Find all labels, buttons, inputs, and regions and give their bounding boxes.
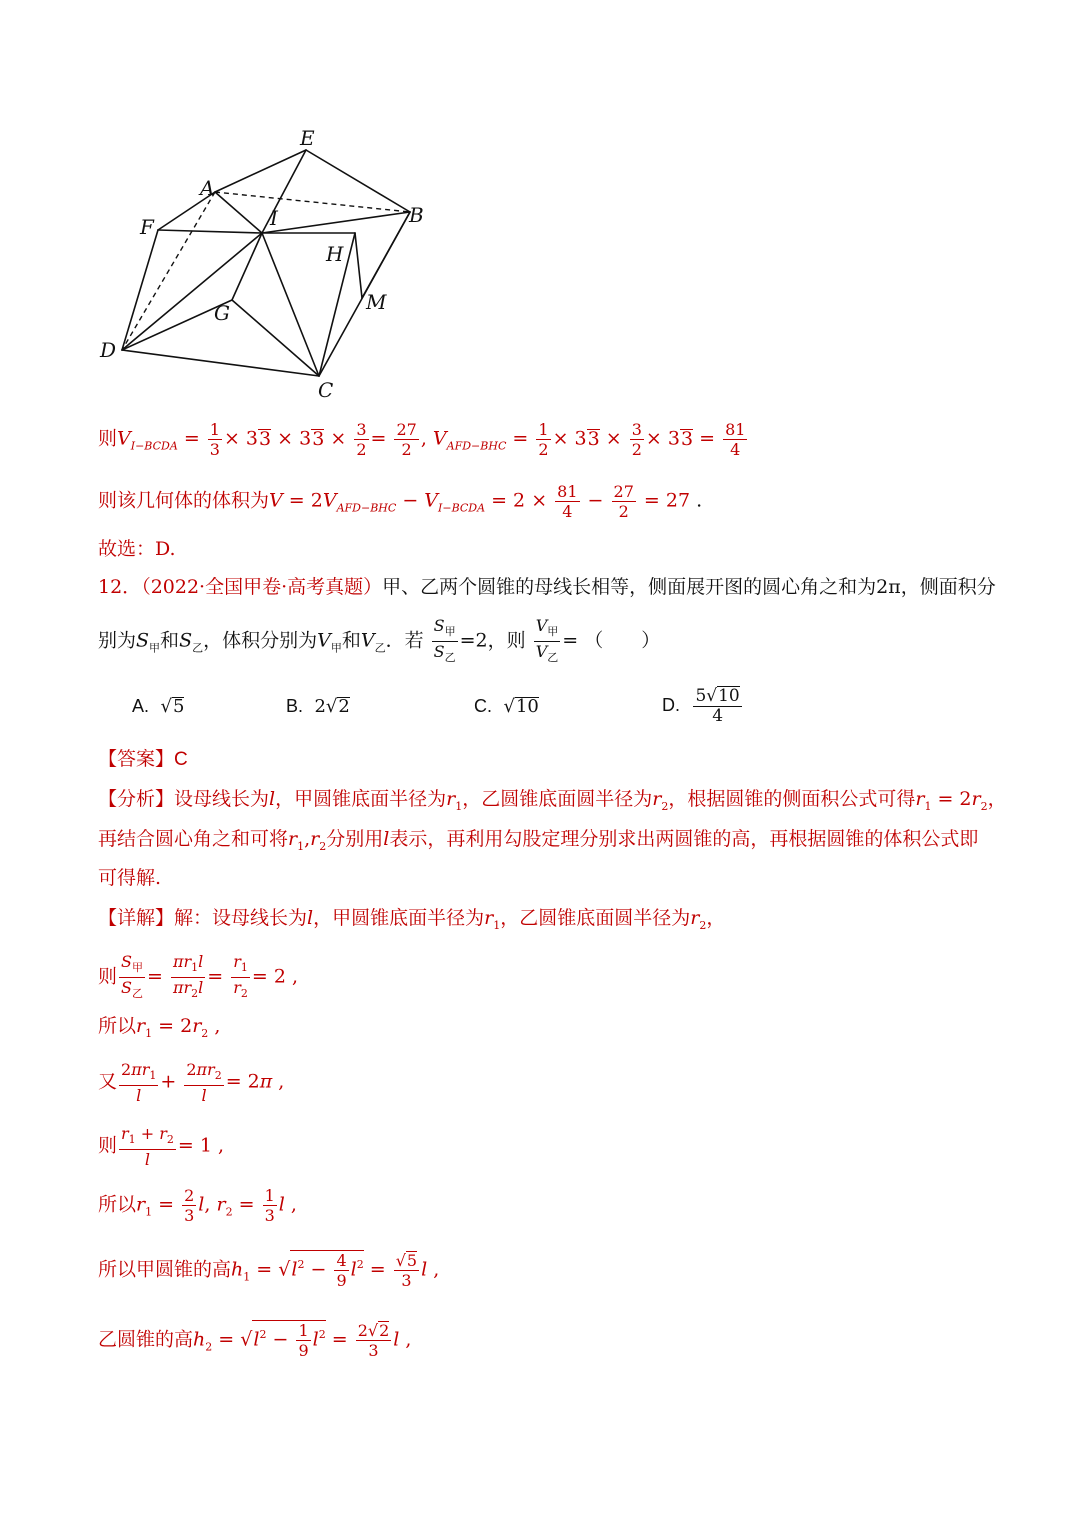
option-c[interactable]: C. √10 <box>474 696 539 717</box>
detail-step-6: 所以甲圆锥的高$h_1 = √l^2$ − $\frac{4}{9}$ $l^2$ = $\frac{√5}{3}$ l , <box>98 1251 440 1290</box>
vertex-label-b: B <box>409 203 424 227</box>
detail-step-7: 乙圆锥的高$h_2 = √l^2$ − $\frac{1}{9}$ $l^2$ = $\frac{2√2}{3}$ l , <box>98 1321 412 1360</box>
vertex-label-i: I <box>270 206 278 230</box>
vertex-label-d: D <box>100 338 117 362</box>
analysis-line-2: 再结合圆心角之和可将$r_1,r_2$分别用l表示，再利用勾股定理分别求出两圆锥的高，再根据圆锥的体积公式即 <box>98 828 979 853</box>
analysis-line-1: 【分析】设母线长为l，甲圆锥底面半径为$r_1$，乙圆锥底面圆半径为$r_2$，根据圆锥的侧面积公式可得$r_1 = 2r_2$， <box>98 788 1007 813</box>
detail-step-5: 所以$r_1$ = $\frac{2}{3}$ l, $r_2$ = $\frac{1}{3}$ l , <box>98 1186 297 1225</box>
vertex-label-g: G <box>214 301 230 325</box>
option-a[interactable]: A. √5 <box>132 696 185 717</box>
question-line-1: 12．（2022·全国甲卷·高考真题）甲、乙两个圆锥的母线长相等，侧面展开图的圆心角之和为2π，侧面积分 <box>98 576 996 598</box>
detail-step-2: 所以$r_1 = 2r_2$ , <box>98 1015 221 1040</box>
total-volume-line: 则该几何体的体积为$V = 2V_{AFD-BHC} - V_{I-BCDA} = 2$ × $\frac{81}{4}$ − $\frac{27}{2}$ = 27 . <box>98 482 703 521</box>
volume-formula-line: 则$V_{I-BCDA}$ = $\frac{1}{3}$ × 33 × 33 × $\frac{3}{2}$ = $\frac{27}{2}$ , $V_{AFD-BHC}$ = $\frac{1}{2}$ × 33 × $\frac{3}{2}$ × 33 = $\frac{81}{4}$ <box>98 420 746 459</box>
detail-intro: 【详解】解：设母线长为l，甲圆锥底面半径为$r_1$，乙圆锥底面圆半径为$r_2$， <box>98 907 726 932</box>
option-d[interactable]: D. $\frac{5√10}{4}$ <box>662 686 740 726</box>
detail-step-4: 则 $\frac{r_1 + r_2}{l}$ = 1 , <box>98 1124 225 1170</box>
option-b[interactable]: B. 2√2 <box>286 696 350 717</box>
answer-line: 【答案】C <box>98 748 188 770</box>
geometry-figure <box>0 0 1080 410</box>
vertex-label-a: A <box>200 176 215 200</box>
vertex-label-c: C <box>318 378 334 402</box>
vertex-label-e: E <box>300 126 315 150</box>
detail-step-3: 又 $\frac{2\pi r_1}{l}$ + $\frac{2\pi r_2}{l}$ = 2π , <box>98 1060 285 1106</box>
vertex-label-m: M <box>366 290 387 314</box>
analysis-line-3: 可得解. <box>98 867 162 889</box>
vertex-label-f: F <box>140 215 154 239</box>
choice-line: 故选：D. <box>98 538 176 560</box>
vertex-label-h: H <box>326 242 344 266</box>
question-line-2: 别为$S_甲$和$S_乙$，体积分别为$V_甲$和$V_乙$．若 $\frac{S_甲}{S_乙}$ =2，则 $\frac{V_甲}{V_乙}$ = （ ） <box>98 616 661 665</box>
detail-step-1: 则 $\frac{S_甲}{S_乙}$ = $\frac{\pi r_1l}{\pi r_2l}$ = $\frac{r_1}{r_2}$ = 2 , <box>98 952 299 1001</box>
